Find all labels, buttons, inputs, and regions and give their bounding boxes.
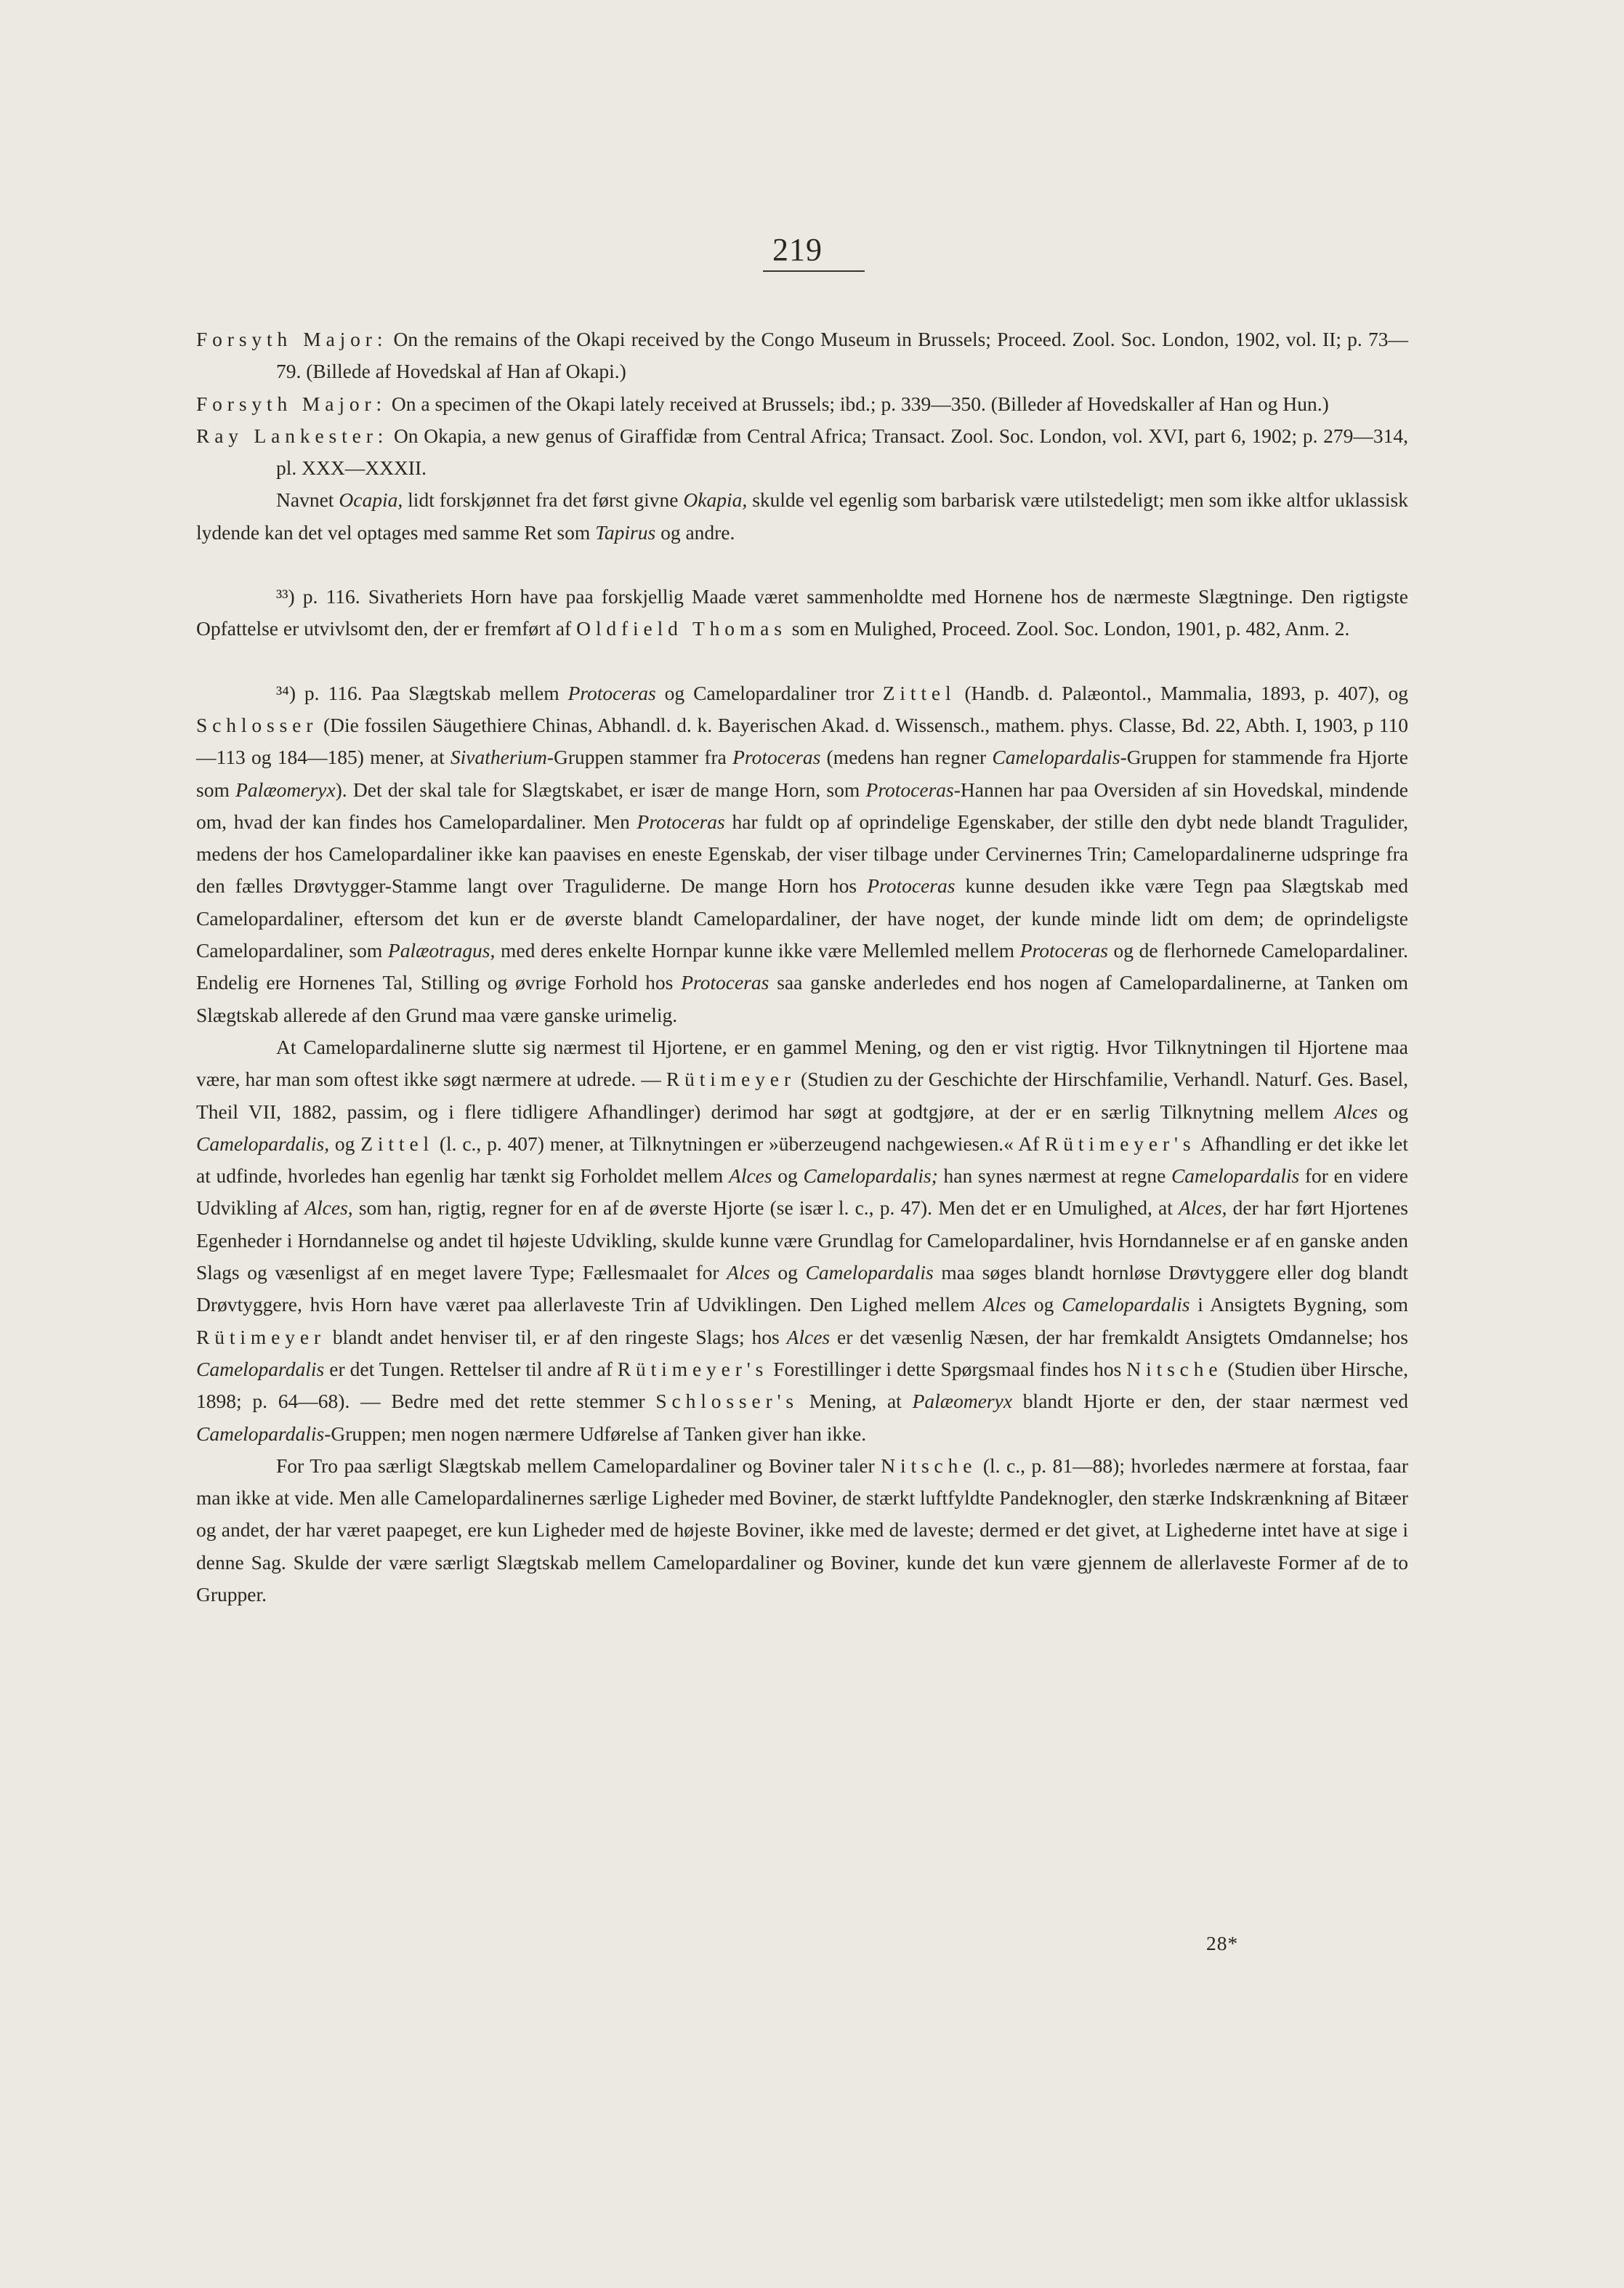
text-run: (l. c., p. 407) mener, at Tilknytningen er »überzeugend nachgewiesen.« Af xyxy=(434,1132,1046,1155)
reference-text: On Okapia, a new genus of Giraffidæ from Central Africa; Transact. Zool. Soc. London, vol. XVI, part 6, 1902; p. 279—314, pl. XXX—XXXII. xyxy=(276,424,1409,480)
italic-name: Camelopardalis xyxy=(196,1422,325,1445)
text-run: har fuldt op af oprindelige Egenskaber, der stille den dybt nede blandt Tragulider, medens der hos Camelopardaliner ikke kan paavises en eneste Egenskab, der viser tilbage under Cervinernes Trin; Camelopardalinerne udspringe fra den fælles Drøvtygger-Stamme langt over Traguliderne. De mange Horn hos xyxy=(196,810,1408,898)
text-run: for en videre Udvikling af xyxy=(196,1164,1409,1220)
reference-text: On a specimen of the Okapi lately received at Brussels; ibd.; p. 339—350. (Billeder af Hovedskaller af Han og Hun.) xyxy=(391,392,1329,415)
italic-name: Camelopardalis xyxy=(196,1357,325,1380)
text-run: og de flerhornede Camelopardaliner. Endelig ere Hornenes Tal, Stilling og øvrige Forhold hos xyxy=(196,939,1408,994)
italic-name: Protoceras xyxy=(681,971,769,994)
text-run: -Hannen har paa Oversiden af sin Hovedskal, mindende om, hvad der kan findes hos Camelopardaliner. Men xyxy=(196,778,1409,833)
italic-name: Camelopardalis xyxy=(805,1261,934,1284)
italic-name: Alces xyxy=(727,1261,770,1284)
text-run: Mening, at xyxy=(799,1390,913,1413)
spaced-author: Schlosser xyxy=(196,713,318,736)
italic-name: Alces xyxy=(729,1164,772,1188)
text-run: -Gruppen; men nogen nærmere Udførelse af Tanken giver han ikke. xyxy=(324,1422,867,1445)
text-run: er det væsenlig Næsen, der har fremkaldt Ansigtets Omdannelse; hos xyxy=(830,1325,1408,1348)
text-run: med deres enkelte Hornpar kunne ikke være Mellemled mellem xyxy=(495,939,1020,962)
text-run: ³³) p. 116. Sivatheriets Horn have paa forskjellig Maade været sammenholdte med Hornene hos de nærmeste Slægtninge. Den rigtigste Opfattelse er utvivlsomt den, der er fremført af xyxy=(196,585,1408,640)
italic-name: Camelopardalis; xyxy=(803,1164,938,1188)
italic-name: Alces xyxy=(1334,1100,1378,1123)
italic-name: Protoceras xyxy=(1019,939,1108,962)
text-run: (medens han regner xyxy=(820,746,993,769)
spaced-author: Nitsche xyxy=(1126,1357,1223,1380)
text-run: kunne desuden ikke være Tegn paa Slægtskab med Camelopardaliner, eftersom det kun er de øverste blandt Camelopardaliner, der have noget, der kunde minde lidt om dem; de oprindeligste Camelopardaliner, som xyxy=(196,874,1408,962)
spaced-author: Schlosser's xyxy=(655,1390,799,1413)
text-run: (Die fossilen Säugethiere Chinas, Abhandl. d. k. Bayerischen Akad. d. Wissensch., mathem. phys. Classe, Bd. 22, Abth. I, 1903, p 110—113 og 184—185) mener, at xyxy=(196,713,1408,769)
reference-author: Forsyth Major: xyxy=(196,328,388,350)
text-run: maa søges blandt hornløse Drøvtyggere eller dog blandt Drøvtyggere, hvis Horn have været paa allerlaveste Trin af Udviklingen. Den Lighed mellem xyxy=(196,1261,1408,1316)
text-run: For Tro paa særligt Slægtskab mellem Camelopardaliner og Boviner taler xyxy=(276,1454,881,1477)
text-run: (Handb. d. Palæontol., Mammalia, 1893, p. 407), og xyxy=(956,681,1408,704)
reference-author: Forsyth Major: xyxy=(196,392,387,415)
text-run: og xyxy=(1378,1100,1408,1123)
note-34-paragraph-3 xyxy=(196,1450,1408,1611)
text-run: han synes nærmest at regne xyxy=(937,1164,1171,1188)
text-run: som han, rigtig, regner for en af de øverste Hjorte (se især l. c., p. 47). Men det er en Umulighed, at xyxy=(352,1196,1179,1220)
text-run: ³⁴) p. 116. Paa Slægtskab mellem xyxy=(276,681,568,704)
italic-name: Protoceras xyxy=(637,810,725,833)
italic-name: Alces xyxy=(982,1293,1027,1316)
text-run: skulde vel egenlig som barbarisk være utilstedeligt; men som ikke altfor uklassisk lydende kan det vel optages med samme Ret som xyxy=(196,488,1409,544)
spaced-author: Rütimeyer's xyxy=(1045,1132,1196,1155)
note-34-paragraph-1 xyxy=(196,677,1408,1031)
text-run: der har ført Hjortenes Egenheder i Horndannelse og andet til højeste Udvikling, skulde kunne være Grundlag for Camelopardaliner, hvis Horndannelse er af en ganske anden Slags og væsenligst af en meget lavere Type; Fællesmaalet for xyxy=(196,1196,1408,1284)
text-run: blandt andet henviser til, er af den ringeste Slags; hos xyxy=(325,1325,787,1348)
text-run: er det Tungen. Rettelser til andre af xyxy=(324,1357,618,1380)
spaced-author: Rütimeyer's xyxy=(617,1357,769,1380)
italic-name: Okapia, xyxy=(683,488,748,512)
spaced-author: Zittel xyxy=(882,681,956,704)
text-run: (l. c., p. 81—88); hvorledes nærmere at forstaa, faar man ikke at vide. Men alle Camelopardalinernes særlige Ligheder med Boviner, de stærkt luftfyldte Pandeknogler, den stærke Indskrænkning af Bitæer og andet, der har været paapeget, ere kun Ligheder med de højeste Boviner, ikke med de laveste; dermed er det givet, at Lighederne intet have at sige i denne Sag. Skulde der være særligt Slægtskab mellem Camelopardaliner og Boviner, kunde det kun være gjennem de allerlaveste Former af de to Grupper. xyxy=(196,1454,1408,1606)
text-run: og xyxy=(769,1261,806,1284)
italic-name: Tapirus xyxy=(595,520,656,544)
text-run: som en Mulighed, Proceed. Zool. Soc. London, 1901, p. 482, Anm. 2. xyxy=(786,617,1350,640)
text-run: Navnet xyxy=(276,488,339,512)
reference-entry xyxy=(196,388,1408,420)
text-run: og Camelopardaliner tror xyxy=(655,681,883,704)
text-run: og xyxy=(329,1132,361,1155)
note-33 xyxy=(196,581,1408,645)
italic-name: Camelopardalis, xyxy=(196,1132,330,1155)
text-run: ). Det der skal tale for Slægtskabet, er især de mange Horn, som xyxy=(335,778,866,801)
text-run: Forestillinger i dette Spørgsmaal findes hos xyxy=(768,1357,1127,1380)
signature-mark: 28* xyxy=(1206,1932,1239,1954)
italic-name: Alces xyxy=(786,1325,831,1348)
italic-name: Palæomeryx xyxy=(912,1390,1013,1413)
italic-name: Ocapia, xyxy=(339,488,403,512)
spaced-author: Oldfield Thomas xyxy=(576,617,787,640)
text-run: lidt forskjønnet fra det først givne xyxy=(403,488,684,512)
italic-name: Protoceras xyxy=(867,874,956,898)
reference-text: On the remains of the Okapi received by the Congo Museum in Brussels; Proceed. Zool. Soc. London, 1902, vol. II; p. 73—79. (Billede af Hovedskal af Han af Okapi.) xyxy=(276,328,1408,383)
spaced-author: Nitsche xyxy=(881,1454,977,1477)
page-number: 219 xyxy=(772,232,823,267)
text-run: (Studien zu der Geschichte der Hirschfamilie, Verhandl. Naturf. Ges. Basel, Theil VII, 1882, passim, og i flere tidligere Afhandlinger) derimod har søgt at godtgjøre, at der er en særlig Tilknytning mellem xyxy=(196,1068,1408,1123)
text-run: At Camelopardalinerne slutte sig nærmest til Hjortene, er en gammel Mening, og den er vist rigtig. Hvor Tilknytningen til Hjortene maa være, har man som oftest ikke søgt nærmere at udrede. — xyxy=(196,1035,1408,1091)
italic-name: Palæomeryx xyxy=(235,778,336,801)
text-run: i Ansigtets Bygning, som xyxy=(1189,1293,1409,1316)
italic-name: Sivatherium xyxy=(450,746,547,769)
spaced-author: Rütimeyer xyxy=(666,1068,796,1091)
reference-entry xyxy=(196,323,1408,388)
spaced-author: Rütimeyer xyxy=(196,1325,326,1348)
note-34-paragraph-2 xyxy=(196,1031,1408,1450)
italic-name: Camelopardalis xyxy=(992,746,1120,769)
text-run: -Gruppen stammer fra xyxy=(546,746,733,769)
reference-author: Ray Lankester: xyxy=(196,424,389,447)
italic-name: Camelopardalis xyxy=(1062,1293,1190,1316)
text-run: og xyxy=(1026,1293,1062,1316)
italic-name: Alces, xyxy=(1179,1196,1227,1220)
reference-entry xyxy=(196,420,1408,485)
page-number-rule xyxy=(763,270,865,272)
text-run: Afhandling er det ikke let at udfinde, hvorledes han egenlig har tænkt sig Forholdet mellem xyxy=(196,1132,1409,1188)
italic-name: Protoceras xyxy=(732,746,821,769)
spaced-author: Zittel xyxy=(360,1132,435,1155)
italic-name: Protoceras xyxy=(865,778,954,801)
italic-name: Camelopardalis xyxy=(1171,1164,1300,1188)
name-note-paragraph xyxy=(196,484,1408,549)
text-run: -Gruppen for stammende fra Hjorte som xyxy=(196,746,1408,801)
italic-name: Palæotragus, xyxy=(387,939,496,962)
text-run: og xyxy=(772,1164,804,1188)
text-run: blandt Hjorte er den, der staar nærmest ved xyxy=(1012,1390,1408,1413)
text-run: (Studien über Hirsche, 1898; p. 64—68). — Bedre med det rette stemmer xyxy=(196,1357,1408,1413)
text-block xyxy=(196,323,1408,1611)
italic-name: Alces, xyxy=(304,1196,353,1220)
text-run: saa ganske anderledes end hos nogen af Camelopardalinerne, at Tanken om Slægtskab allerede af den Grund maa være ganske urimelig. xyxy=(196,971,1408,1026)
text-run: og andre. xyxy=(655,520,735,544)
italic-name: Protoceras xyxy=(567,681,656,704)
